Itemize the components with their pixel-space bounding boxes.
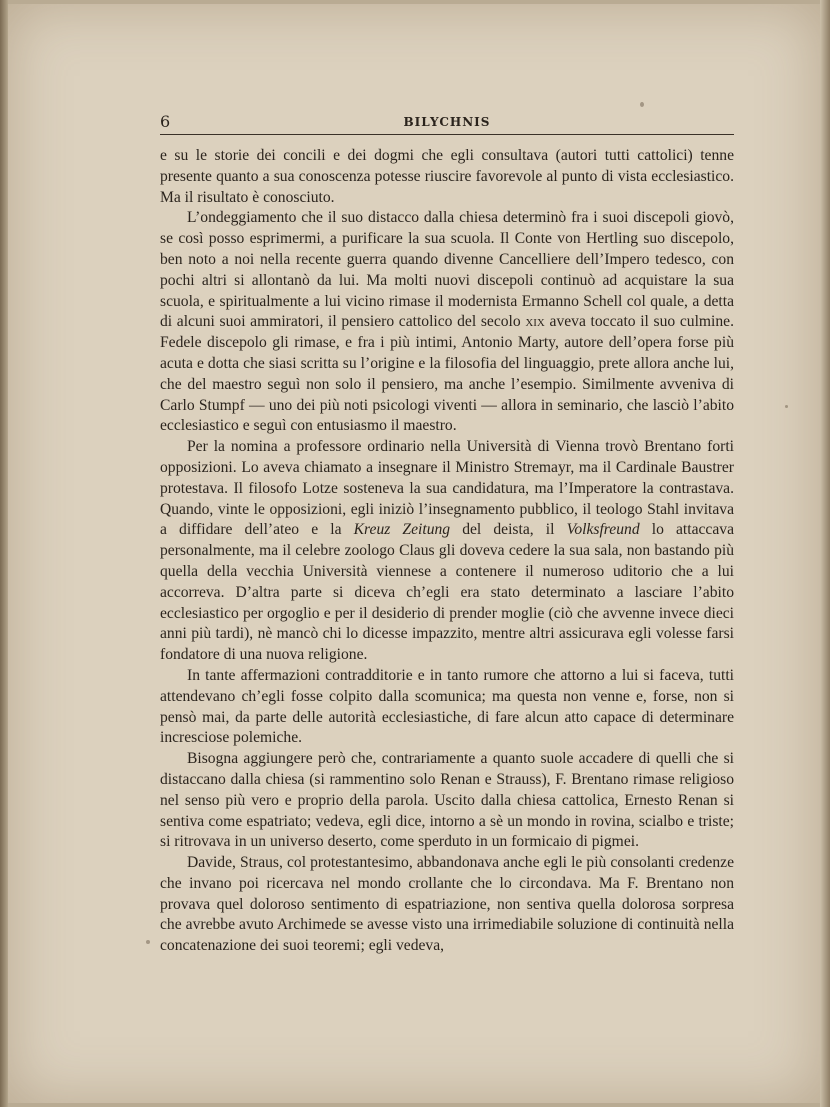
running-title: BILYCHNIS xyxy=(403,115,491,129)
paragraph: Davide, Straus, col protestantesimo, abbandonava anche egli le più consolanti credenze che invano poi ricercava nel mondo crollante che lo circondava. Ma F. Brentano non provava quel doloroso sentimento di espatriazione, non sentiva quella dolorosa sorpresa che avrebbe avuto Archimede se avesse visto una irrimediabile soluzione di continuità nella concatenazione dei suoi teoremi; egli vedeva, xyxy=(160,854,734,955)
paragraph: Bisogna aggiungere però che, contrariamente a quanto suole accadere di quelli che si distaccano dalla chiesa (si rammentino solo Renan e Strauss), F. Brentano rimase religioso nel senso più vero e proprio della parola. Uscito dalla chiesa cattolica, Ernesto Renan si sentiva come espatriato; vedeva, egli dice, intorno a sè un mondo in rovina, scialbo e triste; si ritrovava in un universo deserto, come sperduto in un formicaio di pigmei. xyxy=(160,750,734,851)
italic-title: Kreuz Zeitung xyxy=(353,521,451,539)
century-numeral: xix xyxy=(525,313,545,331)
paragraph-text: del deista, il xyxy=(462,521,555,539)
paragraph-text: L’ondeggiamento che il suo distacco dalla chiesa determinò fra i suoi discepoli giovò, se così posso esprimermi, a purificare la sua scuola. Il Conte von Hertling suo discepolo, ben noto a noi nella recente guerra quando divenne Cancelliere dell’Impero tedesco, con pochi altri si allontanò da lui. Ma molti nuovi discepoli continuò ad acquistare la sua scuola, e spiritualmente a lui vicino rimase il modernista Ermanno Schell col quale, a detta di alcuni suoi ammiratori, il pensiero cattolico del secolo xyxy=(160,209,734,331)
paragraph: e su le storie dei concili e dei dogmi che egli consultava (autori tutti cattolici) tenne presente quanto a sua conoscenza potesse riuscire favorevole al punto di vista ecclesiastico. Ma il risultato è conosciuto. xyxy=(160,147,734,206)
paper-speck xyxy=(640,102,644,107)
page-header xyxy=(160,112,734,135)
page-number: 6 xyxy=(160,112,171,131)
paragraph-text: aveva toccato il suo culmine. Fedele discepolo gli rimase, e fra i più intimi, Antonio Marty, autore dell’opera forse più acuta e dotta che siasi scritta su l’origine e la filosofia del linguaggio, prete allora anche lui, che del maestro seguì non solo il pensiero, ma anche l’esempio. Similmente avveniva di Carlo Stumpf — uno dei più noti psicologi viventi — allora in seminario, che lasciò l’abito ecclesiastico e seguì con entusiasmo il maestro. xyxy=(160,313,734,435)
paragraph-text: Per la nomina a professore ordinario nella Università di Vienna trovò Brentano forti opposizioni. Lo aveva chiamato a insegnare il Ministro Stremayr, ma il Cardinale Baustrer protestava. Il filosofo Lotze sosteneva la sua candidatura, ma l’Imperatore la contrastava. Quando, vinte le opposizioni, egli iniziò l’insegnamento pubblico, il teologo Stahl invitava a diffidare dell’ateo e la xyxy=(160,438,734,539)
paper-speck xyxy=(785,405,788,408)
paragraph: In tante affermazioni contradditorie e in tanto rumore che attorno a lui si faceva, tutti attendevano ch’egli fosse colpito dalla scomunica; ma questa non venne e, forse, non si pensò mai, da parte delle autorità ecclesiastiche, di fare alcun atto capace di determinare incresciose polemiche. xyxy=(160,666,734,747)
page-edge xyxy=(820,0,830,1107)
paragraph-text: lo attaccava personalmente, ma il celebre zoologo Claus gli doveva cedere la sua sala, non bastando più quella della vecchia Università viennese a contenere il numeroso uditorio che a lui accorreva. D’altra parte si diceva ch’egli era stato determinato a lasciare l’abito ecclesiastico per orgoglio e per il desiderio di prender moglie (ciò che avvenne invece dieci anni più tardi), nè mancò chi lo dicesse impazzito, mentre altri assicurava egli volesse farsi fondatore di una nuova religione. xyxy=(160,521,734,664)
italic-title: Volksfreund xyxy=(566,521,640,539)
book-spine-shadow xyxy=(0,0,8,1107)
paragraph xyxy=(160,208,734,437)
paper-speck xyxy=(146,940,150,944)
body-text xyxy=(160,146,734,957)
paragraph xyxy=(160,437,734,666)
